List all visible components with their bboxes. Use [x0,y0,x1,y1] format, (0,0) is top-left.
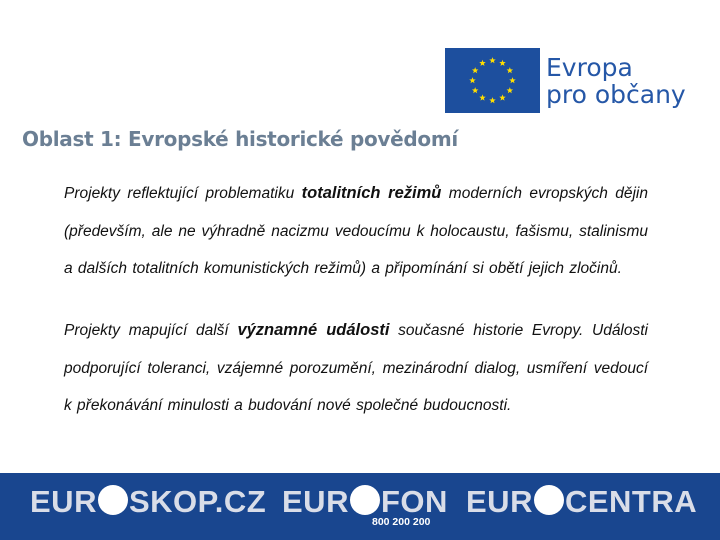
eurocentra-link[interactable] [466,484,697,520]
paragraph-text: Projekty mapující další [64,322,238,339]
paragraph-significant-events [64,312,648,425]
eu-star-icon [509,77,515,83]
paragraph-totalitarian-regimes [64,175,648,288]
eu-star-icon [479,60,485,66]
paragraph-text: současné historie Evropy. Události podporující toleranci, vzájemné porozumění, mezinárodní dialog, usmíření vedoucí k překonávání minulosti a budování nové společné budoucnosti. [64,322,649,414]
eu-circle-icon [534,485,564,515]
eu-star-icon [469,77,475,83]
eu-star-icon [489,97,495,103]
eu-star-icon [507,67,513,73]
euroskop-link[interactable] [30,484,266,520]
eu-star-icon [499,60,505,66]
eu-star-icon [489,57,495,63]
eu-circle-icon [350,485,380,515]
logo-text [546,54,686,108]
eu-flag-icon [445,48,540,113]
eu-star-icon [472,87,478,93]
brand-prefix: EUR [466,484,533,519]
brand-suffix: SKOP.CZ [128,484,267,519]
eu-star-icon [479,94,485,100]
slide-title: Oblast 1: Evropské historické povědomí [22,127,458,151]
brand-suffix: CENTRA [564,484,698,519]
eurofon-phone-number: 800 200 200 [372,516,431,528]
brand-prefix: EUR [30,484,97,519]
logo-line-1: Evropa [546,53,633,82]
footer-bar [0,473,720,540]
eu-star-icon [507,87,513,93]
brand-suffix: FON [380,484,448,519]
paragraph-text: Projekty reflektující problematiku [64,185,302,202]
eurofon-link[interactable] [282,484,448,520]
eu-star-icon [499,94,505,100]
brand-prefix: EUR [282,484,349,519]
paragraph-text: moderních evropských dějin (především, ale ne výhradně nacizmu vedoucímu k holocaustu, fašismu, stalinismu a dalších totalitních komunistických režimů) a připomínání si obětí jejich zločinů. [64,185,648,277]
paragraph-emphasis: totalitních režimů [301,184,442,202]
eu-star-icon [472,67,478,73]
paragraph-emphasis: významné události [237,321,390,339]
logo-line-2: pro občany [546,80,686,109]
eu-circle-icon [98,485,128,515]
europe-for-citizens-logo [445,48,695,116]
